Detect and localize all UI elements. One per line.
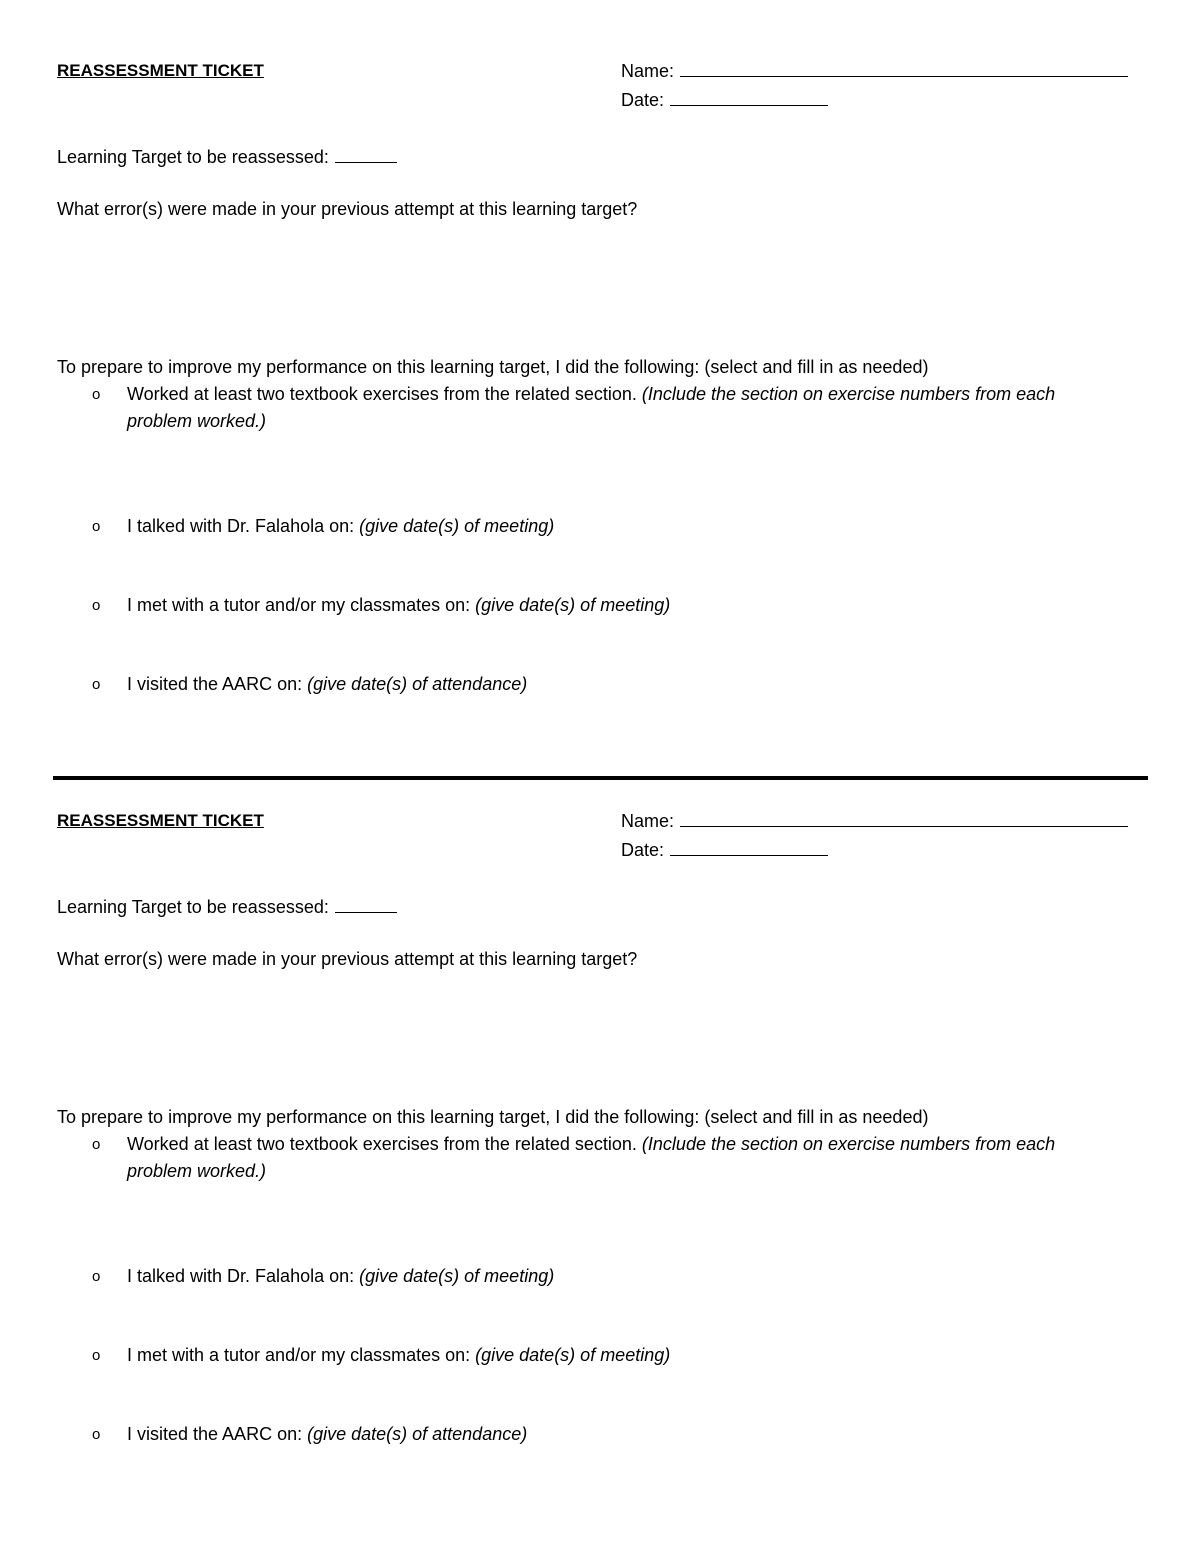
learning-target-field: [57, 146, 397, 168]
prepare-intro: To prepare to improve my performance on this learning target, I did the following: (select and fill in as needed): [57, 357, 929, 377]
reassessment-ticket: [0, 750, 1200, 1470]
checklist-item-text: [127, 381, 1117, 435]
checklist-item-hint: (give date(s) of meeting): [359, 1266, 555, 1286]
learning-target-blank-line[interactable]: [335, 896, 397, 913]
name-label: Name:: [621, 61, 675, 81]
error-question: What error(s) were made in your previous attempt at this learning target?: [57, 199, 638, 219]
checklist-item-label: Worked at least two textbook exercises from the related section.: [127, 384, 642, 404]
reassessment-ticket: [0, 0, 1200, 720]
checklist-item-hint: (Include the section on exercise numbers from each problem worked.): [127, 1134, 1056, 1181]
learning-target-label: Learning Target to be reassessed:: [57, 147, 329, 167]
error-question: What error(s) were made in your previous attempt at this learning target?: [57, 949, 638, 969]
checklist-item-text: [127, 1421, 1117, 1448]
learning-target-field: [57, 896, 397, 918]
bullet-icon: o: [92, 1268, 101, 1285]
checklist-item-text: [127, 1131, 1117, 1185]
checklist-item-text: [127, 592, 1117, 619]
date-label: Date:: [621, 90, 665, 110]
date-blank-line[interactable]: [670, 89, 828, 106]
bullet-icon: o: [92, 386, 101, 403]
checklist-item-label: I met with a tutor and/or my classmates on:: [127, 595, 476, 615]
checklist-item-text: [127, 1263, 1117, 1290]
checklist-item-hint: (give date(s) of attendance): [307, 674, 528, 694]
checklist-item-text: [127, 1342, 1117, 1369]
bullet-icon: o: [92, 518, 101, 535]
prepare-intro: To prepare to improve my performance on this learning target, I did the following: (select and fill in as needed): [57, 1107, 929, 1127]
checklist-item-label: I met with a tutor and/or my classmates on:: [127, 1345, 476, 1365]
date-field: [621, 839, 828, 861]
bullet-icon: o: [92, 676, 101, 693]
name-blank-line[interactable]: [680, 810, 1128, 827]
name-blank-line[interactable]: [680, 60, 1128, 77]
bullet-icon: o: [92, 1136, 101, 1153]
name-field: [621, 810, 1128, 832]
checklist-item-label: I talked with Dr. Falahola on:: [127, 516, 360, 536]
checklist-item-label: I visited the AARC on:: [127, 1424, 308, 1444]
date-label: Date:: [621, 840, 665, 860]
checklist-item-hint: (give date(s) of meeting): [359, 516, 555, 536]
bullet-icon: o: [92, 597, 101, 614]
learning-target-blank-line[interactable]: [335, 146, 397, 163]
learning-target-label: Learning Target to be reassessed:: [57, 897, 329, 917]
ticket-title: REASSESSMENT TICKET: [57, 811, 264, 830]
checklist-item-text: [127, 671, 1117, 698]
name-label: Name:: [621, 811, 675, 831]
checklist-item-label: Worked at least two textbook exercises from the related section.: [127, 1134, 642, 1154]
checklist-item-text: [127, 513, 1117, 540]
checklist-item-hint: (Include the section on exercise numbers from each problem worked.): [127, 384, 1056, 431]
checklist-item-hint: (give date(s) of meeting): [475, 595, 671, 615]
date-field: [621, 89, 828, 111]
bullet-icon: o: [92, 1347, 101, 1364]
checklist-item-label: I visited the AARC on:: [127, 674, 308, 694]
ticket-title: REASSESSMENT TICKET: [57, 61, 264, 80]
checklist-item-hint: (give date(s) of attendance): [307, 1424, 528, 1444]
bullet-icon: o: [92, 1426, 101, 1443]
checklist-item-label: I talked with Dr. Falahola on:: [127, 1266, 360, 1286]
date-blank-line[interactable]: [670, 839, 828, 856]
name-field: [621, 60, 1128, 82]
checklist-item-hint: (give date(s) of meeting): [475, 1345, 671, 1365]
